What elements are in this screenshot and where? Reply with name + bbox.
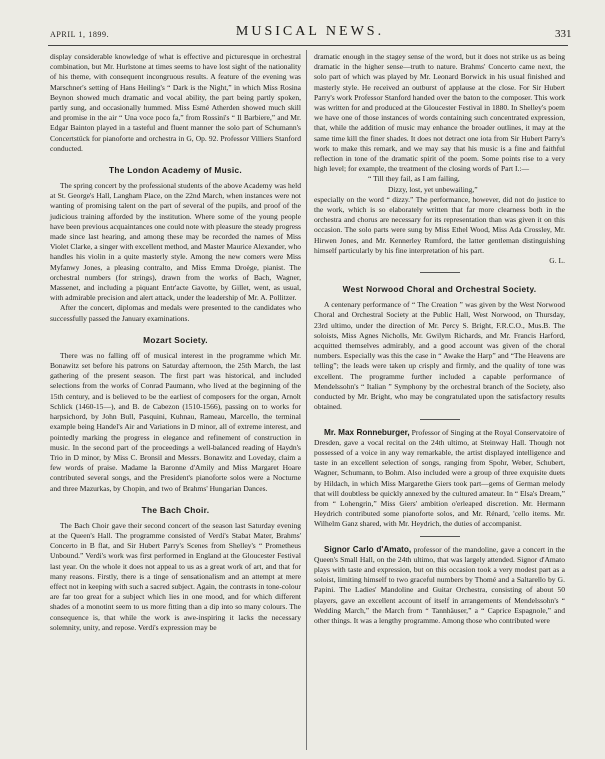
issue-date: APRIL 1, 1899.	[50, 30, 110, 39]
masthead-title: MUSICAL NEWS.	[235, 24, 385, 39]
heading-bach-choir: The Bach Choir.	[141, 504, 210, 515]
london-academy-paragraph-1: The spring concert by the professional students of the above Academy was held at St. George's Hall, Langham Place, on the 22nd March, when instances were not wanting of promising talent on the part of several of the pupils, and proof of the judicious training afforded by the institution. Where some of the young people have been previous acquaintances one could note with pleasure the steady progress made since last hearing, and among these may be recorded the names of Miss Violet Clarke, a singer with excellent method, and Master Maurice Alexander, who handles his violin in a quite masterly style. Among the new comers were Miss Myfanwy Jones, a pleasing contralto, and Miss Emma Droège, pianist. The orchestral numbers (for strings), drawn from the works of Bach, Wagner, Massenet, and including a piquant Entr'acte Gavotte, by Gillet, went, as usual, with admirable precision and alert attack, under the leadership of Mr. A. Pollitzer.	[50, 181, 301, 303]
west-norwood-paragraph: A centenary performance of “ The Creation ” was given by the West Norwood Choral and Orchestral Society at the Public Hall, West Norwood, on Thursday, 23rd ultimo, under the direction of Mr. Percy S. Bright, F.R.C.O., Mus.B. The soloists, Miss Agnes Nicholls, Mr. Gwilym Richards, and Mr. Francis Harford, acquitted themselves admirably, and a good account was given of the choral numbers. Especially was this the case in “ Awake the Harp” and “The Heavens are telling”; the leads were taken up crisply and firmly, and the quality of tone was excellent. The programme further included a capable performance of Mendelssohn's “ Italian ” Symphony by the orchestral branch of the Society, also conducted by Mr. Bright, who may be congratulated upon the satisfactory results obtained.	[314, 300, 565, 412]
column-divider	[306, 50, 307, 750]
article-continuation: display considerable knowledge of what is effective and picturesque in orchestral combination, but Mr. Hurlstone at times seems to have lost sight of the nationality of his theme, with consequent incongruous results. A feature of the evening was Marschner's setting of Hans Heiling's “ Dark is the Night,” in which Miss Rosina Beynon showed much dramatic and vocal ability, the part being partly spoken, partly sung, and occasionally hummed. Miss Esmé Atherden showed much skill and promise in the air “ Una voce poco fa,” from Rossini's “ Il Barbiere,” and Mr. Edgar Bainton played in a tasteful and fluent manner the solo part of Schumann's Concertstück for pianoforte and orchestra in G, Op. 92. Professor Villiers Stanford conducted.	[50, 52, 301, 153]
bach-choir-paragraph-2: especially on the word “ dizzy.” The performance, however, did not do justice to the work, which is so elaborately written that far more clearness both in the orchestra and chorus are necessary for its representation than was given it on this occasion. The solo parts were sung by Miss Ethel Wood, Miss Ada Crossley, Mr. Hirwen Jones, and Mr. Kennerley Rumford, the latter gentleman distinguishing himself particularly by his fine interpretation of his part.	[314, 194, 565, 255]
author-initials: G. L.	[549, 256, 565, 266]
quote-line-1: “ Till they fail, as I am failing,	[368, 174, 460, 184]
header-rule	[48, 45, 568, 46]
ronneburger-lead: Mr. Max Ronneburger,	[324, 427, 410, 437]
ronneburger-text: Professor of Singing at the Royal Conservatoire of Dresden, gave a vocal recital on the 24th ultimo, at Steinway Hall. Though not possessed of a voice in any way remarkable, the artist displayed intelligence and taste in an excellent selection of songs, ranging from Spohr, Weber, Schubert, Wagner, Schumann, to Bohm. Also included were a group of three exquisite duets by Hildach, in which Miss Margarethe Giers took part—gems of German melody that will doubtless be quickly annexed by the cultured amateur. In “ Elsa's Dream,” from “ Lohengrin,” Miss Giers' ambition o'erleaped discretion. Mr. Hermann Heydrich contributed some pianoforte solos, and Mr. Rénard, 'cello items. Mr. Wilhelm Ganz shared, with Mr. Heydrich, the duties of accompanist.	[314, 427, 565, 529]
page-number: 331	[555, 28, 572, 40]
section-rule	[420, 272, 460, 273]
section-rule	[420, 419, 460, 420]
heading-west-norwood: West Norwood Choral and Orchestral Society.	[342, 284, 537, 295]
left-column	[50, 52, 301, 633]
london-academy-paragraph-2: After the concert, diplomas and medals were presented to the candidates who successfully passed the January examinations.	[50, 303, 301, 323]
ronneburger-paragraph	[314, 428, 565, 530]
bach-choir-paragraph: The Bach Choir gave their second concert of the season last Saturday evening at the Queen's Hall. The programme consisted of Verdi's Stabat Mater, Brahms' Concerto in B flat, and Sir Hubert Parry's Scenes from Shelley's “ Prometheus Unbound.” Verdi's work was first performed in England at the Gloucester Festival last year. On the whole it does not appeal to us as a great work of art, and that for many reasons. Firstly, there is a tinge of sensationalism and an attempt at mere effect not in keeping with such a sacred subject. Again, the contrasts in tone-colour are far too great for a subject which lies in one mood, and for which different shades of a monotint seem to us more fitting than a dip into so many colours. The consequence is, that while the work is awe-inspiring it lacks the necessary solemnity, unity, and repose. Verdi's expression may be	[50, 520, 301, 632]
amato-paragraph	[314, 545, 565, 627]
amato-text: professor of the mandoline, gave a concert in the Queen's Small Hall, on the 24th ultimo, that was largely attended. Signor d'Amato plays with taste and expression, but on this occasion took a very modest part as a soloist, limiting himself to two graceful numbers by Thomé and a Saltarello by G. Papini. The Ladies' Mandoline and Guitar Orchestra, consisting of about 50 players, gave an excellent account of itself in arrangements of Mendelssohn's “ Wedding March,” the March from “ Tannhäuser,” a “ Caprice Espagnole,” and other things. It was a lengthy programme. Among those who contributed were	[314, 544, 565, 625]
mozart-society-paragraph: There was no falling off of musical interest in the programme which Mr. Bonawitz set before his patrons on Saturday afternoon, the 25th March, the last gathering of the present season. The first part was historical, and included selections from the works of Conrad Paumann, who lived at the beginning of the 15th century, and is believed to be the earliest of composers for the organ, Arnolt Schlick (1460-15—), and B. de Cabezon (1510-1566), passing on to works for harpsichord, by John Bull, Pasquini, Kuhnau, Rameau, Marcello, the terminal example being Handel's Air and Variations in D minor, all of extreme interest, and pointedly marking the progress in elegance and refinement of construction in music. In the second part of the proceedings a well-balanced reading of Haydn's Trio in D minor, by Miss C. Bronsil and Messrs. Bonawitz and Loveday, claim a few words of praise. Madame la Baronne d'Amily and Miss Margaret Hoare contributed several songs, and the President's pianoforte solos were a Nocturne and three Mazurkas, by Chopin, and two of Brahms' Hungarian Dances.	[50, 350, 301, 493]
heading-london-academy: The London Academy of Music.	[108, 165, 242, 176]
quote-line-2: Dizzy, lost, yet unbewailing,”	[388, 184, 478, 194]
section-rule	[420, 536, 460, 537]
heading-mozart-society: Mozart Society.	[143, 334, 208, 345]
bach-choir-continuation: dramatic enough in the stagey sense of the word, but it does not strike us as being dramatic in the higher sense—truth to nature. Brahms' Concerto came next, the solo part of which was played by Mr. Leonard Borwick in his usual finished and masterly style. He received an outburst of applause at the close. For Sir Hubert Parry's work Professor Stanford handed over the baton to the composer. This work was written for and produced at the Gloucester Festival in 1880. In Shelley's poem we have one of those instances of words containing such concentrated expression, that, while the addition of music may enhance the broader outlines, it may at the same time kill the finer shades. It does not detract one iota from Sir Hubert Parry's work to make this remark, and we may say that his music is a fine and faithful reflection in tone of the dramatic spirit of the poem. Some points rise to a very high level; for example, the treatment of the closing words of Part I.:—	[314, 52, 565, 174]
amato-lead: Signor Carlo d'Amato,	[324, 544, 412, 554]
right-column	[314, 52, 565, 626]
